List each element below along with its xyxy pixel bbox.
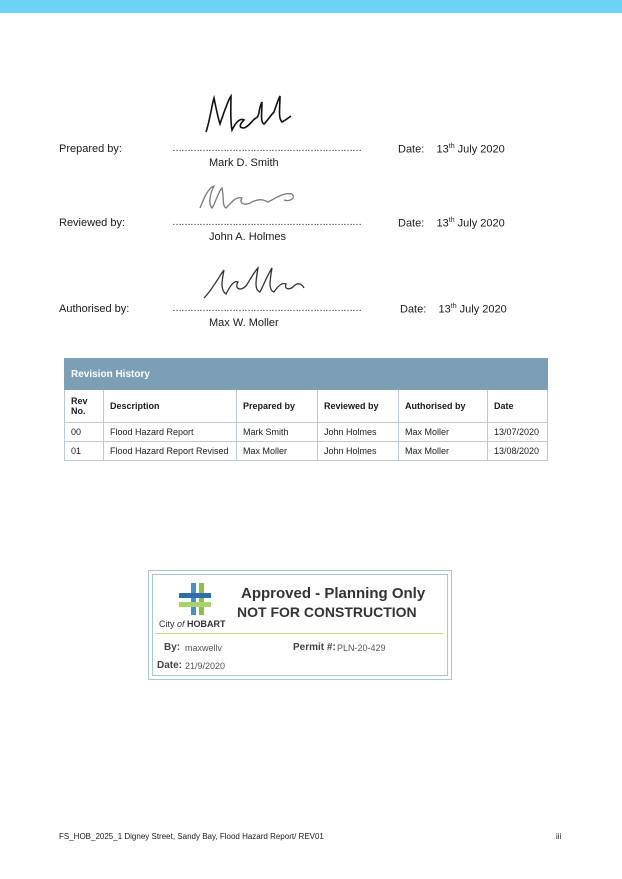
col-description: Description xyxy=(104,390,237,423)
stamp-divider xyxy=(155,633,443,634)
date-label: Date: xyxy=(400,303,427,316)
cell-rev: 01 xyxy=(65,442,104,461)
stamp-title-approved: Approved - Planning Only xyxy=(241,585,426,602)
stamp-permit-label: Permit #: xyxy=(293,642,336,653)
cell-prepared: Mark Smith xyxy=(237,423,318,442)
signoff-reviewed xyxy=(0,217,622,247)
revision-history-title-row xyxy=(65,359,548,390)
city-of-hobart-wordmark xyxy=(159,619,226,629)
city-name: HOBART xyxy=(187,619,226,629)
revision-history-table xyxy=(64,358,548,461)
authorised-date xyxy=(400,303,507,316)
prepared-date xyxy=(398,143,505,156)
date-suffix: th xyxy=(448,217,455,224)
col-authorised-by: Authorised by xyxy=(399,390,488,423)
date-suffix: th xyxy=(448,143,455,150)
cell-description: Flood Hazard Report Revised xyxy=(104,442,237,461)
cell-prepared: Max Moller xyxy=(237,442,318,461)
signoff-authorised xyxy=(0,303,622,333)
signoff-prepared xyxy=(0,143,622,173)
signature-line: ……………………………………………………… xyxy=(172,217,361,228)
date-suffix: th xyxy=(450,303,457,310)
col-rev-no: Rev No. xyxy=(65,390,104,423)
cell-reviewed: John Holmes xyxy=(318,442,399,461)
signature-line: ……………………………………………………… xyxy=(172,303,361,314)
col-date: Date xyxy=(488,390,548,423)
date-rest: July 2020 xyxy=(454,217,505,230)
authorised-by-label: Authorised by: xyxy=(59,303,130,315)
col-prepared-by: Prepared by xyxy=(237,390,318,423)
footer-doc-ref: FS_HOB_2025_1 Digney Street, Sandy Bay, Flood Hazard Report/ REV01 xyxy=(59,832,324,841)
table-header-row xyxy=(65,390,548,423)
footer-page-number: iii xyxy=(556,832,562,841)
stamp-by-label: By: xyxy=(164,642,181,653)
date-label: Date: xyxy=(398,217,425,230)
logo-block-4 xyxy=(179,602,211,607)
date-day: 13 xyxy=(436,217,449,230)
approval-stamp xyxy=(148,570,452,680)
stamp-by-value: maxwellv xyxy=(185,643,223,653)
signature-max-moller xyxy=(198,260,308,304)
cell-rev: 00 xyxy=(65,423,104,442)
logo-block-2 xyxy=(199,583,204,615)
cell-date: 13/08/2020 xyxy=(488,442,548,461)
signature-mark-smith xyxy=(200,90,295,138)
date-rest: July 2020 xyxy=(454,143,505,156)
cell-date: 13/07/2020 xyxy=(488,423,548,442)
date-rest: July 2020 xyxy=(456,303,507,316)
date-day: 13 xyxy=(438,303,451,316)
col-reviewed-by: Reviewed by xyxy=(318,390,399,423)
stamp-date-value: 21/9/2020 xyxy=(185,661,226,671)
reviewed-by-label: Reviewed by: xyxy=(59,217,126,229)
logo-block-3 xyxy=(179,593,211,598)
city-prefix: City xyxy=(159,619,175,629)
city-of-hobart-logo-icon xyxy=(177,581,213,617)
city-of: of xyxy=(177,619,185,629)
authorised-by-name: Max W. Moller xyxy=(209,317,279,329)
date-label: Date: xyxy=(398,143,425,156)
logo-block-1 xyxy=(191,583,196,615)
cell-authorised: Max Moller xyxy=(399,442,488,461)
prepared-by-label: Prepared by: xyxy=(59,143,122,155)
reviewed-by-name: John A. Holmes xyxy=(209,231,287,243)
prepared-by-name: Mark D. Smith xyxy=(209,157,279,169)
stamp-date-label: Date: xyxy=(157,660,183,671)
stamp-title-not-for-construction: NOT FOR CONSTRUCTION xyxy=(237,604,417,620)
date-day: 13 xyxy=(436,143,449,156)
table-row xyxy=(65,423,548,442)
reviewed-date xyxy=(398,217,505,230)
cell-authorised: Max Moller xyxy=(399,423,488,442)
signature-line: ……………………………………………………… xyxy=(172,143,361,154)
cell-reviewed: John Holmes xyxy=(318,423,399,442)
cell-description: Flood Hazard Report xyxy=(104,423,237,442)
stamp-permit-value: PLN-20-429 xyxy=(337,643,386,653)
top-color-band xyxy=(0,0,622,13)
signature-john-holmes xyxy=(192,178,304,218)
table-row xyxy=(65,442,548,461)
revision-history-title: Revision History xyxy=(65,359,548,390)
